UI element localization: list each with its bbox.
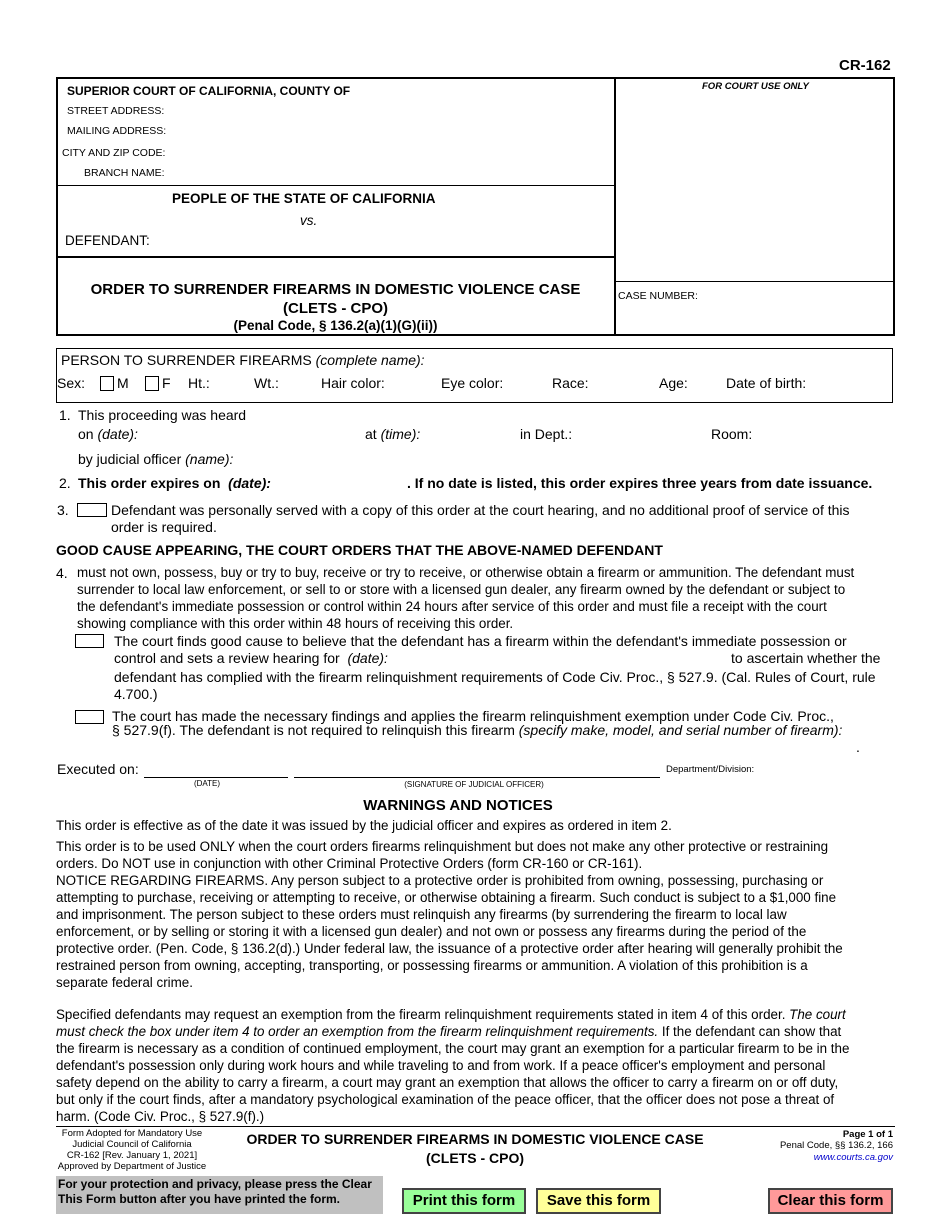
footer-rule [56, 1126, 895, 1127]
parties-divider [56, 256, 615, 258]
item1-number: 1. [59, 407, 71, 423]
item3-line2: order is required. [111, 519, 217, 535]
judge-signature-line [294, 777, 660, 778]
defendant-label: DEFENDANT: [65, 233, 150, 248]
dob-label: Date of birth: [726, 375, 807, 391]
vs-label: vs. [300, 213, 318, 228]
exemption-line1: The court has made the necessary findings and applies the firearm relinquishment exemption under Code Civ. Proc., [112, 708, 834, 724]
sex-f-label: F [162, 375, 171, 391]
height-label: Ht.: [188, 375, 210, 391]
age-label: Age: [659, 375, 688, 391]
warnings-p1: This order is effective as of the date it was issued by the judicial officer and expires as ordered in item 2. [56, 818, 672, 833]
weight-label: Wt.: [254, 375, 279, 391]
branch-name-label: BRANCH NAME: [84, 167, 165, 179]
case-number-label: CASE NUMBER: [618, 290, 698, 302]
sex-m-label: M [117, 375, 129, 391]
item1-text: This proceeding was heard [78, 407, 247, 423]
item1-time-label: at (time): [365, 426, 421, 442]
footer-adoption-info: Form Adopted for Mandatory Use Judicial Council of California CR-162 [Rev. January 1, 2021] Approved by Department of Justice [57, 1128, 207, 1172]
good-cause-heading: GOOD CAUSE APPEARING, THE COURT ORDERS THAT THE ABOVE-NAMED DEFENDANT [56, 542, 663, 558]
review-hearing-line1: The court finds good cause to believe that the defendant has a firearm within the defendant's immediate possession or [114, 633, 847, 649]
footer-page: Page 1 of 1 [842, 1129, 893, 1140]
footer-title-line2: (CLETS - CPO) [426, 1150, 524, 1166]
warnings-title: WARNINGS AND NOTICES [363, 797, 553, 814]
form-number: CR-162 [839, 57, 891, 74]
date-caption: (DATE) [193, 779, 221, 788]
item4-number: 4. [56, 565, 68, 581]
street-address-label: STREET ADDRESS: [67, 105, 165, 117]
warnings-p3: Specified defendants may request an exemption from the firearm relinquishment requirements stated in item 4 of this order. The court must check the box under item 4 to order an exemption from the firearm relinquishment requirements. If the defendant can show that the firearm is necessary as a condition of continued employment, the court may grant an exemption for a particular firearm to be in the defendant's possession only during work hours and while traveling to and from work. If a peace officer's employment and personal safety depend on the ability to carry a firearm, a court may grant an exemption that allows the officer to carry a firearm on or off duty, but only if the court finds, after a mandatory psychological examination of the peace officer, that the officer does not pose a threat of harm. (Code Civ. Proc., § 527.9(f).) [56, 1007, 850, 1124]
item1-date-label: on (date): [78, 426, 138, 442]
item1-dept-label: in Dept.: [520, 426, 573, 442]
review-hearing-line2-right: to ascertain whether the [731, 650, 881, 666]
court-title: SUPERIOR COURT OF CALIFORNIA, COUNTY OF [67, 84, 351, 98]
city-zip-label: CITY AND ZIP CODE: [62, 147, 166, 159]
order-title-line3: (Penal Code, § 136.2(a)(1)(G)(ii)) [233, 318, 438, 333]
department-division-label: Department/Division: [666, 764, 755, 775]
print-button[interactable]: Print this form [402, 1188, 526, 1214]
warnings-p2: This order is to be used ONLY when the court orders firearms relinquishment but does not make any other protective or restraining orders. Do NOT use in conjunction with other Criminal Protective Orders (form CR-160 or CR-161). NOTICE REGARDING FIREARMS. Any person subject to a protective order is prohibited from owning, possessing, purchasing or attempting to purchase, receiving or attempting to receive, or otherwise obtaining a firearm. Such conduct is subject to a $1,000 fine and imprisonment. The person subject to these orders must relinquish any firearms (by surrendering the firearm to local law enforcement, or by selling or storing it with a licensed gun dealer) and not own or possess any firearms during the period of the protective order. (Pen. Code, § 136.2(d).) Under federal law, the issuance of a protective order after hearing will generally prohibit the restrained person from owning, accepting, transporting, or possessing firearms or ammunition. A violation of this prohibition is a separate federal crime. [56, 839, 843, 990]
item2-label: This order expires on (date): [78, 475, 271, 491]
court-use-label: FOR COURT USE ONLY [702, 81, 809, 92]
review-hearing-checkbox[interactable] [75, 634, 104, 648]
item1-room-label: Room: [711, 426, 753, 442]
footer-title-line1: ORDER TO SURRENDER FIREARMS IN DOMESTIC VIOLENCE CASE [246, 1131, 704, 1147]
footer-url[interactable]: www.courts.ca.gov [813, 1152, 893, 1163]
sex-f-checkbox[interactable] [145, 376, 159, 391]
executed-label: Executed on: [57, 761, 139, 777]
privacy-notice: For your protection and privacy, please press the Clear This Form button after you have printed the form. [56, 1176, 383, 1214]
hair-color-label: Hair color: [321, 375, 385, 391]
court-divider [56, 185, 615, 186]
signature-caption: (SIGNATURE OF JUDICIAL OFFICER) [404, 780, 544, 789]
mailing-address-label: MAILING ADDRESS: [67, 125, 167, 137]
clear-button[interactable]: Clear this form [768, 1188, 893, 1214]
item3-checkbox[interactable] [77, 503, 107, 517]
exemption-period: . [856, 739, 860, 755]
race-label: Race: [552, 375, 589, 391]
order-title-line1: ORDER TO SURRENDER FIREARMS IN DOMESTIC VIOLENCE CASE [90, 281, 581, 298]
save-button[interactable]: Save this form [536, 1188, 661, 1214]
item4-text: must not own, possess, buy or try to buy, receive or try to receive, or otherwise obtain a firearm or ammunition. The defendant must surrender to local law enforcement, or sell to or store with a licensed gun dealer, any firearm owned by the defendant or subject to the defendant's immediate possession or control within 24 hours after service of this order and must file a receipt with the court showing compliance with this order within 48 hours of receiving this order. [77, 565, 855, 631]
item3-number: 3. [57, 502, 69, 518]
order-title-line2: (CLETS - CPO) [283, 300, 388, 317]
item1-officer-label: by judicial officer (name): [78, 451, 234, 467]
review-hearing-line3: defendant has complied with the firearm relinquishment requirements of Code Civ. Proc., § 527.9. (Cal. Rules of Court, rule [114, 669, 876, 685]
footer-codes: Penal Code, §§ 136.2, 166 [779, 1140, 893, 1151]
people-label: PEOPLE OF THE STATE OF CALIFORNIA [172, 191, 436, 206]
item2-number: 2. [59, 475, 71, 491]
review-hearing-line2: control and sets a review hearing for (date): [114, 650, 388, 666]
sex-label: Sex: [57, 375, 86, 391]
item2-expiry-note: . If no date is listed, this order expires three years from date issuance. [407, 475, 873, 491]
review-hearing-line4: 4.700.) [114, 686, 158, 702]
sex-m-checkbox[interactable] [100, 376, 114, 391]
case-number-divider [615, 281, 895, 282]
date-signature-line [144, 777, 288, 778]
exemption-checkbox[interactable] [75, 710, 104, 724]
person-label: PERSON TO SURRENDER FIREARMS (complete name): [61, 352, 425, 368]
eye-color-label: Eye color: [441, 375, 504, 391]
item3-line1: Defendant was personally served with a copy of this order at the court hearing, and no additional proof of service of this [111, 502, 850, 518]
exemption-line2: § 527.9(f). The defendant is not required to relinquish this firearm (specify make, model, and serial number of firearm): [112, 722, 843, 738]
